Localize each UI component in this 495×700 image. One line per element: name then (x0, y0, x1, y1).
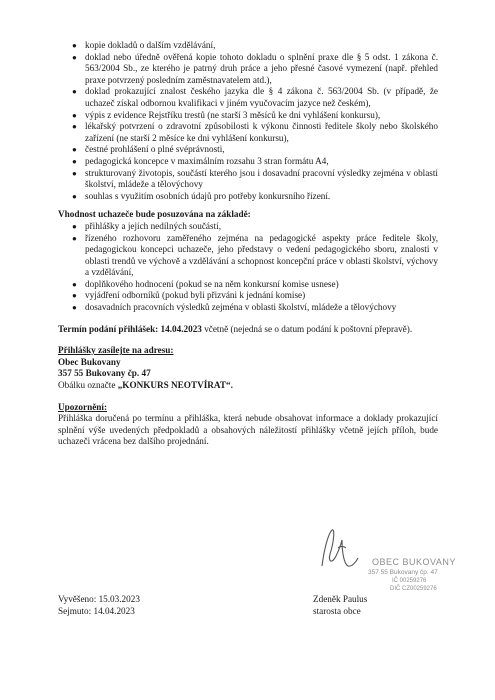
list-item: ● vyjádření odborníků (pokud byli přizváni k jednání komise) (72, 290, 306, 301)
removed-date: Sejmuto: 14.04.2023 (58, 605, 135, 616)
signature-image (308, 520, 368, 580)
list-item: ● lékařský potvrzení o zdravotní způsobilosti k výkonu činnosti ředitele školy nebo školského zařízení (ne starší 2 měsíce ke dni vyhlášení konkursu), (72, 121, 438, 143)
address-street: 357 55 Bukovany čp. 47 (58, 368, 151, 379)
deadline-note: včetně (nejedná se o datum podání k poštovní přepravě). (204, 323, 413, 334)
notice-label: Upozornění: (58, 401, 107, 412)
notice (58, 402, 438, 448)
bullet-icon: ● (72, 168, 77, 178)
list-item: ● čestné prohlášení o plné svéprávnosti, (72, 144, 225, 155)
bullet-icon: ● (72, 156, 77, 166)
assessment-heading: Vhodnost uchazeče bude posuzována na základě: (58, 209, 251, 220)
signer-name: Zdeněk Paulus (313, 594, 368, 604)
bullet-icon: ● (72, 110, 77, 120)
stamp-line: IČ 00259276 (392, 578, 427, 584)
list-item: ● strukturovaný životopis, součástí kterého jsou i dosavadní pracovní výsledky zejména v oblasti školství, mládeže a tělovýchovy (72, 167, 438, 190)
deadline-label: Termín podání přihlášek: (58, 323, 159, 334)
posting-dates (58, 594, 140, 617)
list-item: ● doklad prokazující znalost českého jazyka dle § 4 zákona č. 563/2004 Sb. (v případě, že uchazeč získal odbornou kvalifikaci v jiném vyučovacím jazyce než českém), (72, 86, 438, 108)
bullet-icon: ● (72, 41, 77, 50)
stamp-line: OBEC BUKOVANY (372, 557, 456, 567)
signatory (313, 594, 367, 617)
list-item: ● souhlas s využitím osobních údajů pro potřeby konkursního řízení. (72, 190, 331, 201)
document-body (58, 40, 438, 448)
list-item: ● kopie dokladů o dalším vzdělávání, (72, 40, 216, 50)
bullet-icon: ● (72, 145, 77, 155)
assessment-list (58, 221, 438, 314)
bullet-icon: ● (72, 291, 77, 301)
envelope-mark: „KONKURS NEOTVÍRAT“. (117, 380, 233, 391)
stamp-line: 357 55 Bukovany čp. 47 (368, 569, 438, 576)
bullet-icon: ● (72, 191, 77, 201)
bullet-icon: ● (72, 122, 77, 132)
list-item: ● řízeného rozhovoru zaměřeného zejména na pedagogické aspekty práce ředitele školy, pedagogickou koncepci uchazeče, jeho představy o vedení pedagogického sboru, znalosti v oblasti trendů ve výchově a vzdělávání a schopnost koncepční práce v oblasti školství, výchovy a vzdělávání, (72, 232, 438, 278)
mailing-address (58, 345, 438, 391)
bullet-icon: ● (72, 52, 77, 62)
list-item: ● doplňkového hodnocení (pokud se na něm konkursní komise usnese) (72, 278, 339, 289)
list-item: ● výpis z evidence Rejstříku trestů (ne starší 3 měsíců ke dni vyhlášení konkursu), (72, 109, 381, 120)
required-documents-list (58, 40, 438, 202)
list-item: ● pedagogická koncepce v maximálním rozsahu 3 stran formátu A4, (72, 155, 329, 166)
address-label: Přihlášky zasílejte na adresu: (58, 345, 174, 356)
deadline-date: 14.04.2023 (160, 323, 202, 334)
notice-text: Přihláška doručená po termínu a přihláška, která nebude obsahovat informace a doklady prokazující splnění výše uvedených předpokladů a obsahových náležitostí přihlášky včetně jejích příloh, bude uchazeči vrácena bez dalšího projednání. (58, 413, 438, 447)
posted-date: Vyvěšeno: 15.03.2023 (58, 594, 140, 604)
bullet-icon: ● (72, 87, 77, 97)
signer-role: starosta obce (313, 605, 361, 616)
address-name: Obec Bukovany (58, 356, 121, 367)
bullet-icon: ● (72, 221, 77, 231)
list-item: ● přihlášky a jejích nedílných součástí, (72, 220, 221, 231)
list-item: ● dosavadních pracovních výsledků zejména v oblasti školství, mládeže a tělovýchovy (72, 302, 397, 313)
municipal-stamp (362, 557, 462, 597)
stamp-line: DIČ CZ00259276 (390, 586, 437, 592)
submission-deadline (58, 324, 438, 336)
list-item: ● doklad nebo úředně ověřená kopie tohoto dokladu o splnění praxe dle § 5 odst. 1 zákona č. 563/2004 Sb., ze kterého je patrný druh práce a jeho přesné časové vymezení (např. přehled praxe potvrzený posledním zaměstnavatelem atd.), (72, 51, 438, 85)
bullet-icon: ● (72, 303, 77, 313)
bullet-icon: ● (72, 233, 77, 243)
bullet-icon: ● (72, 279, 77, 289)
envelope-instruction: Obálku označte „KONKURS NEOTVÍRAT“. (58, 380, 233, 391)
